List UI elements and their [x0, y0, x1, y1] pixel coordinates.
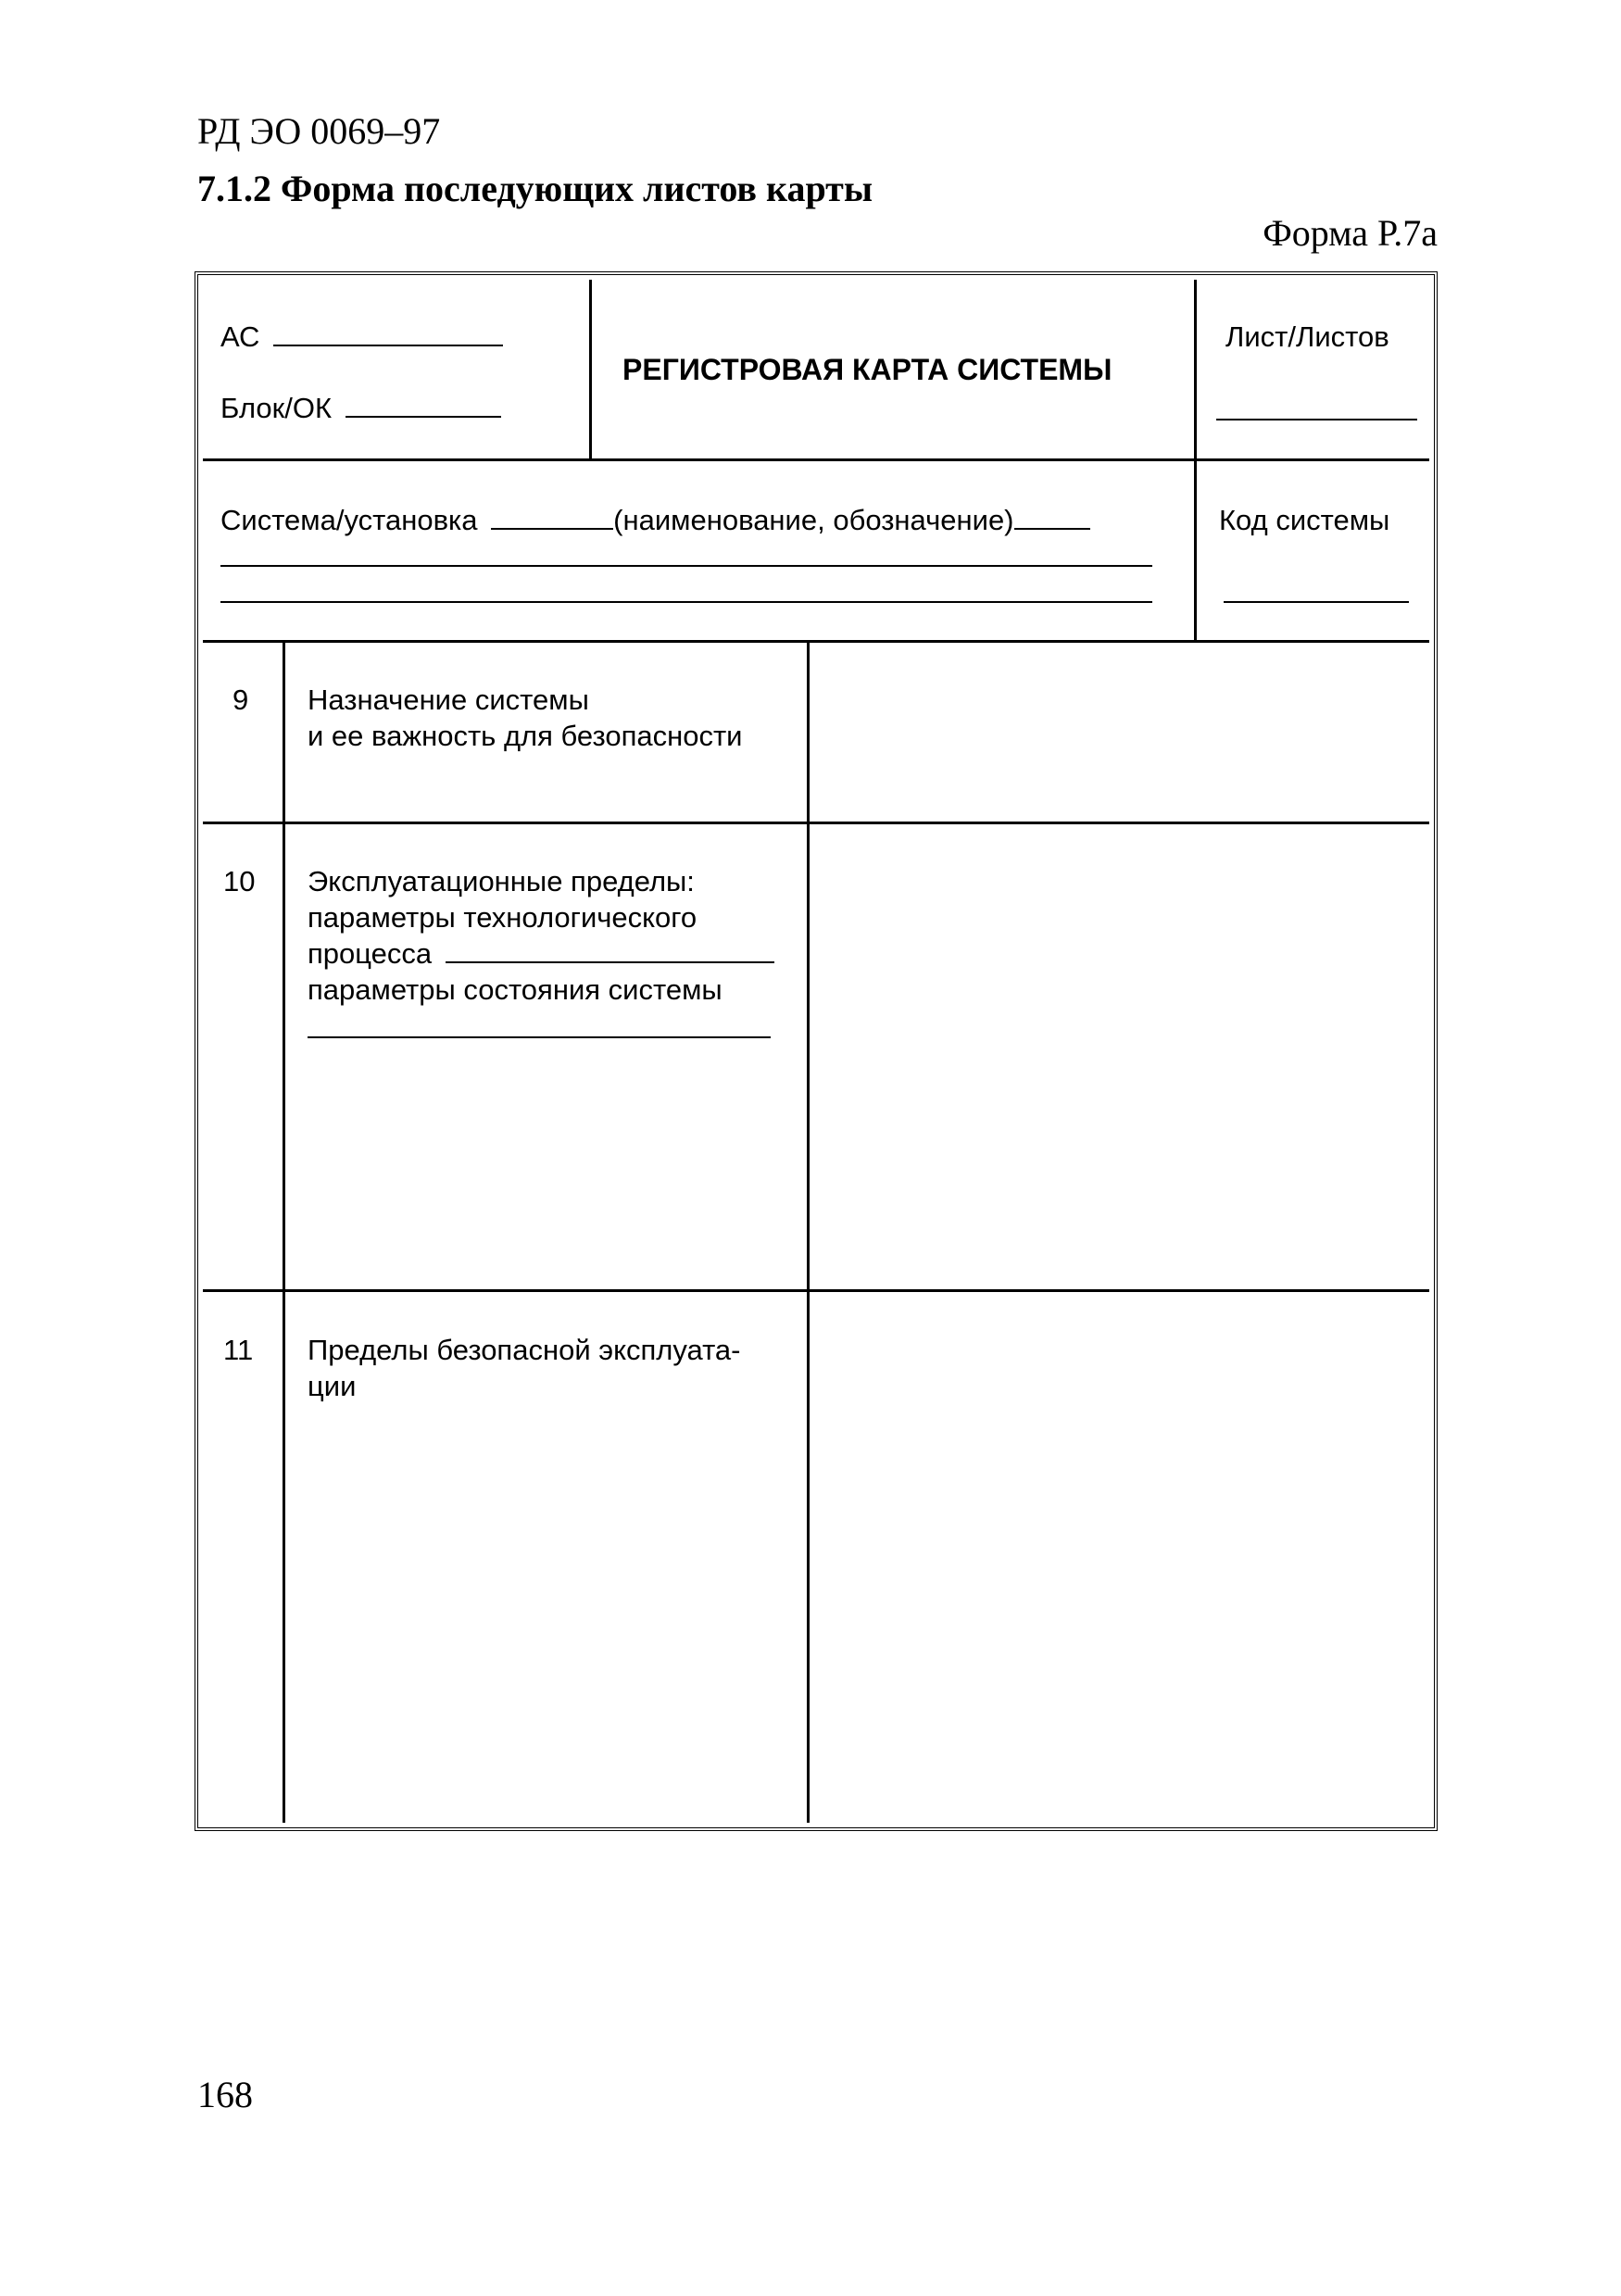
column-divider — [1194, 280, 1197, 641]
row-number: 9 — [232, 684, 249, 716]
as-field — [220, 319, 503, 355]
system-blank — [491, 506, 613, 530]
row-label-line — [308, 935, 774, 972]
sheet-blank — [1216, 419, 1417, 420]
system-code-blank — [1224, 601, 1409, 603]
section-title: 7.1.2 Форма последующих листов карты — [197, 168, 873, 209]
row-divider — [203, 458, 1429, 461]
system-field — [220, 502, 1090, 538]
system-blank-line — [220, 565, 1152, 567]
row-number: 10 — [223, 865, 256, 897]
system-blank-tail — [1014, 506, 1090, 530]
block-label: Блок/ОК — [220, 392, 333, 424]
system-hint: (наименование, обозначение) — [613, 504, 1014, 536]
row-divider — [203, 822, 1429, 824]
row-divider — [203, 640, 1429, 643]
sheet-label: Лист/Листов — [1225, 320, 1389, 353]
column-divider — [283, 640, 285, 1823]
row-label-line: Пределы безопасной эксплуата- — [308, 1334, 741, 1366]
form-label: Форма Р.7а — [1263, 212, 1438, 254]
as-blank — [273, 322, 503, 346]
row-number: 11 — [223, 1334, 254, 1366]
registry-card-grid — [203, 280, 1429, 1823]
card-title: РЕГИСТРОВАЯ КАРТА СИСТЕМЫ — [622, 353, 1112, 386]
block-blank — [346, 394, 501, 418]
document-code: РД ЭО 0069–97 — [197, 110, 441, 152]
row-label-line: параметры состояния системы — [308, 973, 723, 1006]
as-label: АС — [220, 320, 260, 353]
column-divider — [807, 640, 810, 1823]
row-label-text: процесса — [308, 937, 433, 970]
system-code-label: Код системы — [1219, 504, 1390, 536]
process-blank — [446, 939, 774, 963]
system-label: Система/установка — [220, 504, 478, 536]
row-label-line: параметры технологического — [308, 901, 697, 934]
row-divider — [203, 1289, 1429, 1292]
row-label-line: ции — [308, 1370, 357, 1402]
row-label-line: и ее важность для безопасности — [308, 720, 743, 752]
registry-card-form — [195, 271, 1438, 1831]
column-divider — [589, 280, 592, 459]
row-label-line: Эксплуатационные пределы: — [308, 865, 695, 897]
page-number: 168 — [197, 2074, 253, 2115]
block-field — [220, 390, 501, 426]
row-label-line: Назначение системы — [308, 684, 589, 716]
system-blank-line — [220, 601, 1152, 603]
state-blank — [308, 1036, 771, 1038]
